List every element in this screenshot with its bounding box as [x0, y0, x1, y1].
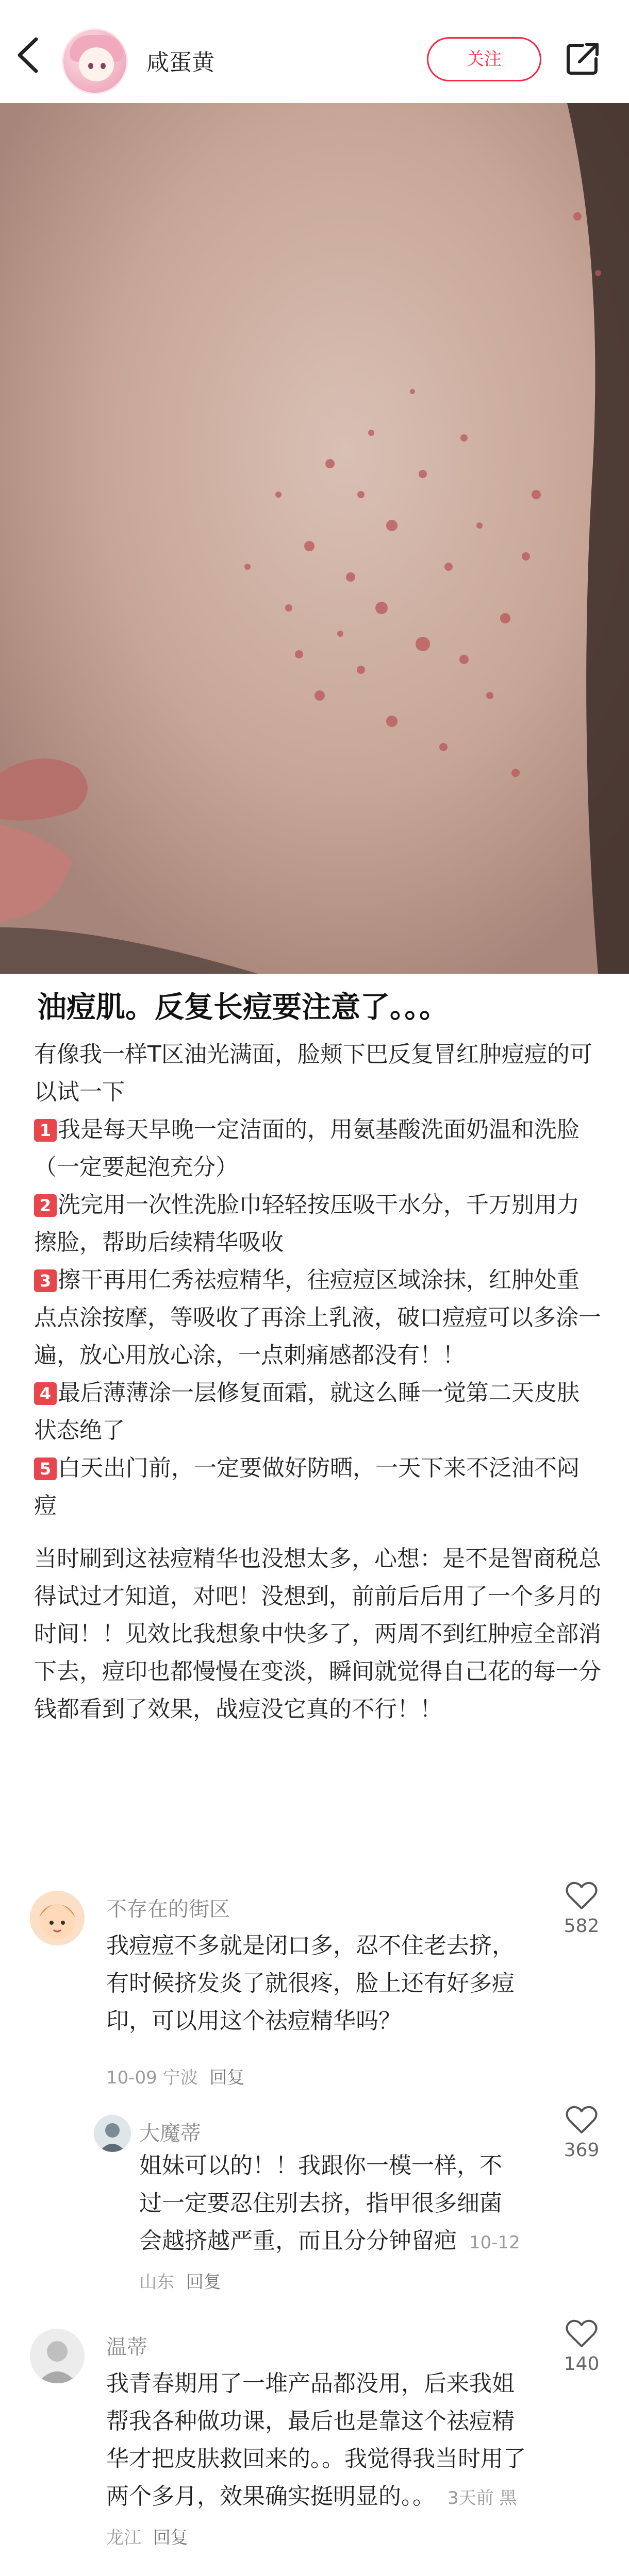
comment-location: 宁波 — [162, 2067, 198, 2088]
author-avatar[interactable] — [62, 28, 128, 94]
comment-text[interactable]: 我痘痘不多就是闭口多，忍不住老去挤，有时候挤发炎了就很疼，脸上还有好多痘印，可以用这个祛痘精华吗？ — [106, 1933, 515, 2034]
author-name[interactable]: 咸蛋黄 — [146, 49, 214, 76]
post-title: 油痘肌。反复长痘要注意了。。。 — [37, 990, 449, 1024]
step-number-badge: 4 — [34, 1382, 57, 1405]
like-count: 582 — [564, 1916, 600, 1937]
like-count: 369 — [564, 2140, 600, 2161]
follow-button[interactable]: 关注 — [427, 37, 541, 81]
commenter-avatar[interactable] — [30, 1891, 85, 1945]
post-conclusion: 当时刷到这祛痘精华也没想太多，心想：是不是智商税总得试过才知道，对吧！没想到，前前后后用了一个多月的时间！！见效比我想象中快多了，两周不到红肿痘全部消下去，痘印也都慢慢在变淡，瞬间就觉得自己花的每一分钱都看到了效果，战痘没它真的不行！！ — [34, 1546, 601, 1722]
like-button[interactable] — [551, 2318, 613, 2375]
comment-date: 3天前 — [448, 2488, 494, 2509]
heart-icon — [565, 2105, 598, 2134]
post-intro: 有像我一样T区油光满面，脸颊下巴反复冒红肿痘痘的可以试一下 — [34, 1041, 592, 1105]
reply-button[interactable]: 回复 — [153, 2528, 188, 2548]
step-number-badge: 5 — [34, 1458, 57, 1480]
post-image[interactable] — [0, 103, 629, 974]
heart-icon — [565, 1880, 598, 1910]
post-step-2: 2 洗完用一次性洗脸巾轻轻按压吸干水分，千万别用力擦脸，帮助后续精华吸收 — [34, 1192, 580, 1256]
share-icon — [562, 38, 603, 79]
top-bar — [0, 0, 629, 103]
post-step-3: 3 擦干再用仁秀祛痘精华，往痘痘区域涂抹，红肿处重点点涂按摩，等吸收了再涂上乳液，破口痘痘可以多涂一遍，放心用放心涂，一点刺痛感都没有！！ — [34, 1267, 601, 1368]
post-step-5: 5 白天出门前，一定要做好防晒，一天下来不泛油不闷痘 — [34, 1455, 580, 1519]
heart-icon — [565, 2318, 598, 2348]
back-chevron-icon — [9, 32, 45, 78]
share-button[interactable] — [562, 38, 603, 79]
commenter-name[interactable]: 不存在的街区 — [106, 1897, 230, 1921]
comment-location: 山东 — [139, 2272, 174, 2293]
comment-date: 10-09 — [106, 2067, 157, 2088]
comment-text[interactable]: 姐妹可以的！！我跟你一模一样，不过一定要忍住别去挤，指甲很多细菌会越挤越严重，而且分分钟留疤 10-12 山东 回复 — [139, 2153, 520, 2293]
like-button[interactable] — [551, 2105, 613, 2161]
like-button[interactable] — [551, 1880, 613, 1937]
post-body — [34, 1036, 601, 1728]
back-button[interactable] — [9, 32, 45, 78]
reply-button[interactable]: 回复 — [186, 2272, 221, 2293]
step-number-badge: 1 — [34, 1119, 57, 1142]
commenter-avatar[interactable] — [94, 2115, 131, 2152]
comment-date: 10-12 — [469, 2232, 520, 2253]
comment-meta — [106, 2063, 244, 2089]
like-count: 140 — [564, 2353, 600, 2375]
post-step-1: 1 我是每天早晚一定洁面的，用氨基酸洗面奶温和洗脸（一定要起泡充分） — [34, 1116, 580, 1180]
post-step-4: 4 最后薄薄涂一层修复面霜，就这么睡一觉第二天皮肤状态绝了 — [34, 1380, 580, 1444]
commenter-name[interactable]: 温蒂 — [106, 2335, 147, 2359]
reply-button[interactable]: 回复 — [209, 2067, 245, 2088]
step-number-badge: 2 — [34, 1194, 57, 1217]
comment-text[interactable]: 我青春期用了一堆产品都没用，后来我姐帮我各种做功课，最后也是靠这个祛痘精华才把皮肤救回来的。。我觉得我当时用了两个多月，效果确实挺明显的。。 3天前 黑龙江 回复 — [106, 2370, 526, 2548]
commenter-avatar[interactable] — [30, 2329, 85, 2383]
comment-location: 黑龙江 — [106, 2488, 517, 2548]
step-number-badge: 3 — [34, 1269, 57, 1292]
commenter-name[interactable]: 大魔蒂 — [139, 2122, 201, 2145]
